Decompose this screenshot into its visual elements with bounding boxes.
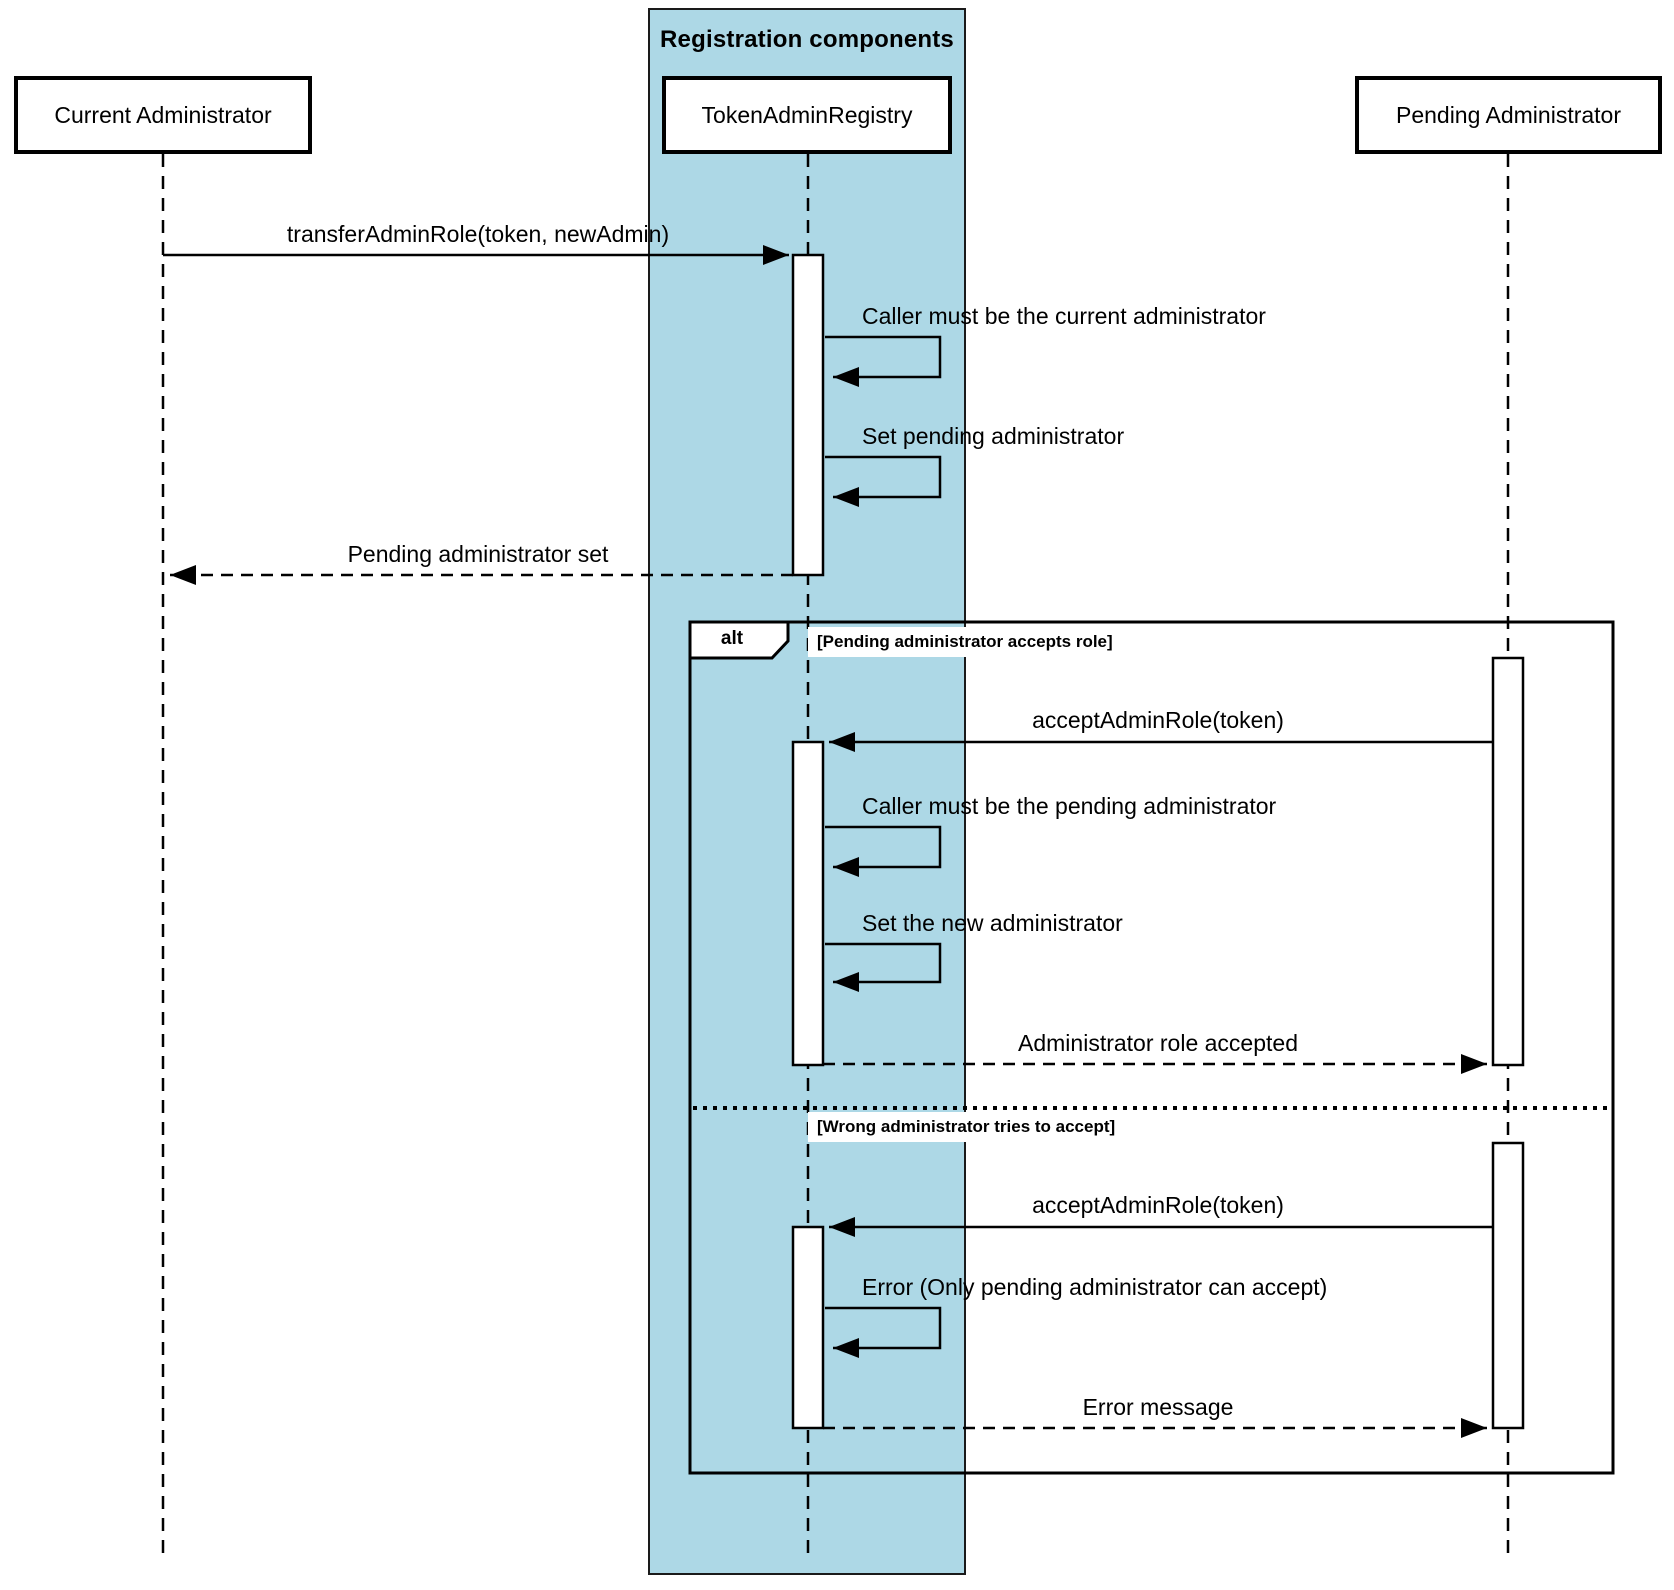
participant-pending-administrator: [1355, 76, 1662, 154]
message-transfer-admin-role: transferAdminRole(token, newAdmin): [286, 221, 670, 247]
arrow-self-set-pending-admin: [825, 457, 940, 497]
activation-registry-3: [793, 1227, 823, 1428]
participant-token-admin-registry-label: TokenAdminRegistry: [701, 101, 913, 128]
participant-current-administrator-label: Current Administrator: [54, 101, 272, 128]
message-accept-admin-role-2: acceptAdminRole(token): [1032, 1192, 1284, 1218]
arrow-self-error-only-pending: [825, 1308, 940, 1348]
arrow-self-check-pending-admin: [825, 827, 940, 867]
arrow-self-check-current-admin: [825, 337, 940, 377]
alt-guard-2: [Wrong administrator tries to accept]: [808, 1112, 1124, 1142]
activation-pending-2: [1493, 1143, 1523, 1428]
participant-current-administrator: [14, 76, 312, 154]
alt-operator-label: alt: [720, 628, 744, 649]
message-accept-admin-role-1: acceptAdminRole(token): [1032, 707, 1284, 733]
activation-registry-1: [793, 255, 823, 575]
message-set-pending-admin: Set pending administrator: [862, 423, 1125, 449]
activation-registry-2: [793, 742, 823, 1065]
activation-pending-1: [1493, 658, 1523, 1065]
arrow-self-set-new-admin: [825, 944, 940, 982]
message-pending-admin-set: Pending administrator set: [347, 541, 609, 567]
container-title: Registration components: [660, 26, 954, 53]
participant-pending-administrator-label: Pending Administrator: [1395, 101, 1621, 128]
message-check-pending-admin: Caller must be the pending administrator: [862, 793, 1277, 819]
message-error-message: Error message: [1082, 1394, 1234, 1420]
message-error-only-pending: Error (Only pending administrator can accept): [862, 1274, 1328, 1300]
message-admin-role-accepted: Administrator role accepted: [1018, 1030, 1298, 1056]
participant-token-admin-registry: [662, 76, 952, 154]
message-set-new-admin: Set the new administrator: [862, 910, 1123, 936]
alt-guard-1: [Pending administrator accepts role]: [808, 627, 1122, 657]
message-check-current-admin: Caller must be the current administrator: [862, 303, 1266, 329]
